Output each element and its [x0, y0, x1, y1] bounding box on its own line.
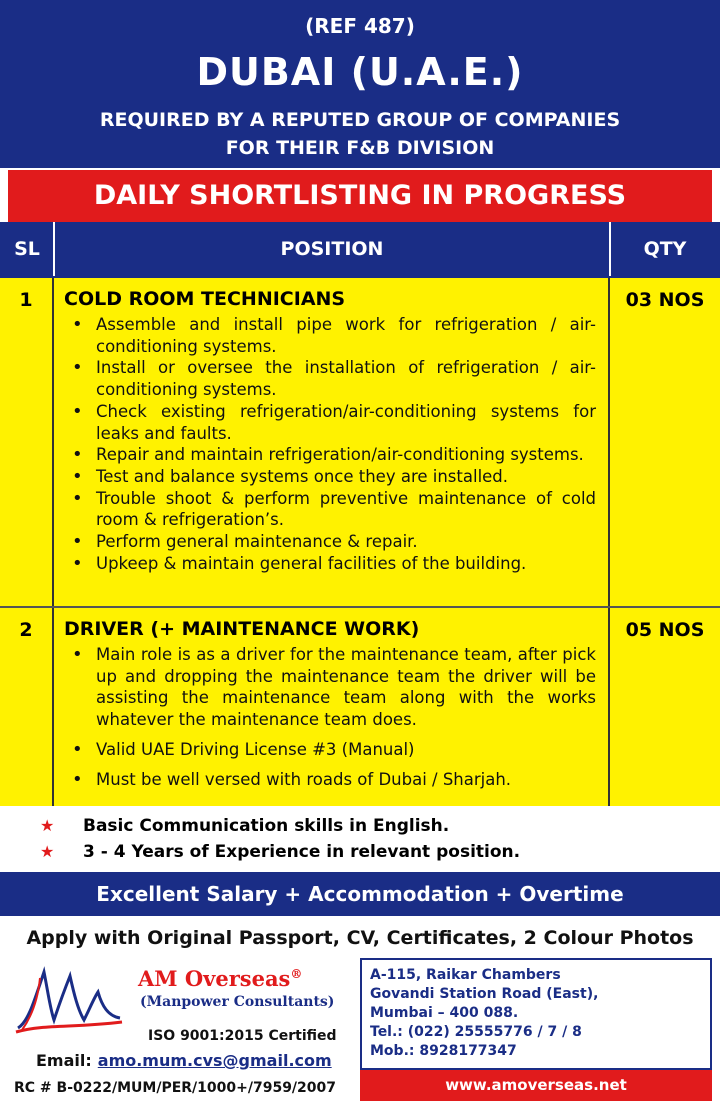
- duty-item: • Trouble shoot & perform preventive maintenance of cold room & refrigeration’s.: [64, 488, 596, 531]
- reference-number: (REF 487): [305, 14, 415, 38]
- column-header-position: POSITION: [280, 238, 384, 260]
- requirement-item: [0, 839, 720, 865]
- shortlisting-banner: [0, 168, 720, 222]
- header: [0, 0, 720, 168]
- duty-item: • Valid UAE Driving License #3 (Manual): [64, 739, 596, 761]
- row-position-cell: [54, 278, 610, 606]
- duty-item: • Perform general maintenance & repair.: [64, 531, 596, 553]
- column-header-qty: QTY: [643, 238, 687, 260]
- star-icon: ★: [40, 816, 55, 835]
- positions-table: [0, 276, 720, 806]
- address-line: A-115, Raikar Chambers: [370, 967, 561, 983]
- apply-instructions: Apply with Original Passport, CV, Certificates, 2 Colour Photos: [26, 927, 694, 949]
- row-sl: 1: [0, 278, 54, 606]
- registration-number: RC # B-0222/MUM/PER/1000+/7959/2007: [8, 1076, 360, 1101]
- email-link[interactable]: amo.mum.cvs@gmail.com: [97, 1051, 332, 1070]
- company-name-text: AM Overseas: [138, 966, 291, 991]
- footer: [0, 958, 720, 1109]
- divider: [53, 222, 55, 276]
- duty-item: • Main role is as a driver for the maintenance team, after pick up and dropping the maintenance team the driver will be assisting the maintenance team along with the works whatever the maintenance team does.: [64, 644, 596, 731]
- column-header-sl: SL: [14, 238, 40, 260]
- row-qty: 03 NOS: [625, 289, 705, 311]
- email-label: Email:: [36, 1051, 92, 1070]
- table-row: [0, 608, 720, 806]
- website-link[interactable]: www.amoverseas.net: [360, 1070, 712, 1101]
- am-logo-icon: [14, 962, 124, 1038]
- duty-item: • Repair and maintain refrigeration/air-conditioning systems.: [64, 444, 596, 466]
- duty-item: • Upkeep & maintain general facilities of the building.: [64, 553, 596, 575]
- star-icon: ★: [40, 842, 55, 861]
- company-block: [8, 958, 360, 1101]
- row-sl: 2: [0, 608, 54, 806]
- duty-item: • Assemble and install pipe work for refrigeration / air-conditioning systems.: [64, 314, 596, 357]
- duty-list: [64, 644, 596, 790]
- mobile-line: Mob.: 8928177347: [370, 1043, 517, 1059]
- contact-block: [360, 958, 712, 1101]
- table-header: [0, 222, 720, 276]
- duty-item: • Install or oversee the installation of refrigeration / air-conditioning systems.: [64, 357, 596, 400]
- registered-mark: ®: [290, 967, 303, 981]
- duty-item: • Must be well versed with roads of Dubai / Sharjah.: [64, 769, 596, 791]
- address-line: Mumbai – 400 088.: [370, 1005, 519, 1021]
- divider: [609, 222, 611, 276]
- iso-certification: ISO 9001:2015 Certified: [148, 1028, 337, 1044]
- position-title: DRIVER (+ MAINTENANCE WORK): [64, 618, 420, 640]
- salary-banner: Excellent Salary + Accommodation + Overtime: [0, 872, 720, 916]
- address-box: [360, 958, 712, 1070]
- general-requirements: [0, 806, 720, 872]
- company-name: [138, 966, 302, 991]
- requirement-text: [0, 106, 720, 162]
- requirement-item: [0, 813, 720, 839]
- position-title: COLD ROOM TECHNICIANS: [64, 288, 346, 310]
- shortlisting-text: DAILY SHORTLISTING IN PROGRESS: [8, 170, 712, 222]
- company-subtitle: (Manpower Consultants): [140, 994, 335, 1010]
- requirement-text: Basic Communication skills in English.: [83, 816, 450, 836]
- row-position-cell: [54, 608, 610, 806]
- requirement-line-1: REQUIRED BY A REPUTED GROUP OF COMPANIES: [99, 109, 621, 131]
- requirement-text: 3 - 4 Years of Experience in relevant position.: [83, 842, 521, 862]
- duty-item: • Check existing refrigeration/air-conditioning systems for leaks and faults.: [64, 401, 596, 444]
- address-line: Govandi Station Road (East),: [370, 986, 599, 1002]
- phone-line: Tel.: (022) 25555776 / 7 / 8: [370, 1024, 582, 1040]
- table-row: [0, 278, 720, 608]
- requirement-line-2: FOR THEIR F&B DIVISION: [225, 137, 495, 159]
- duty-item: • Test and balance systems once they are installed.: [64, 466, 596, 488]
- email-row: [36, 1051, 332, 1070]
- row-qty: 05 NOS: [625, 619, 705, 641]
- location-title: DUBAI (U.A.E.): [196, 50, 524, 94]
- duty-list: [64, 314, 596, 574]
